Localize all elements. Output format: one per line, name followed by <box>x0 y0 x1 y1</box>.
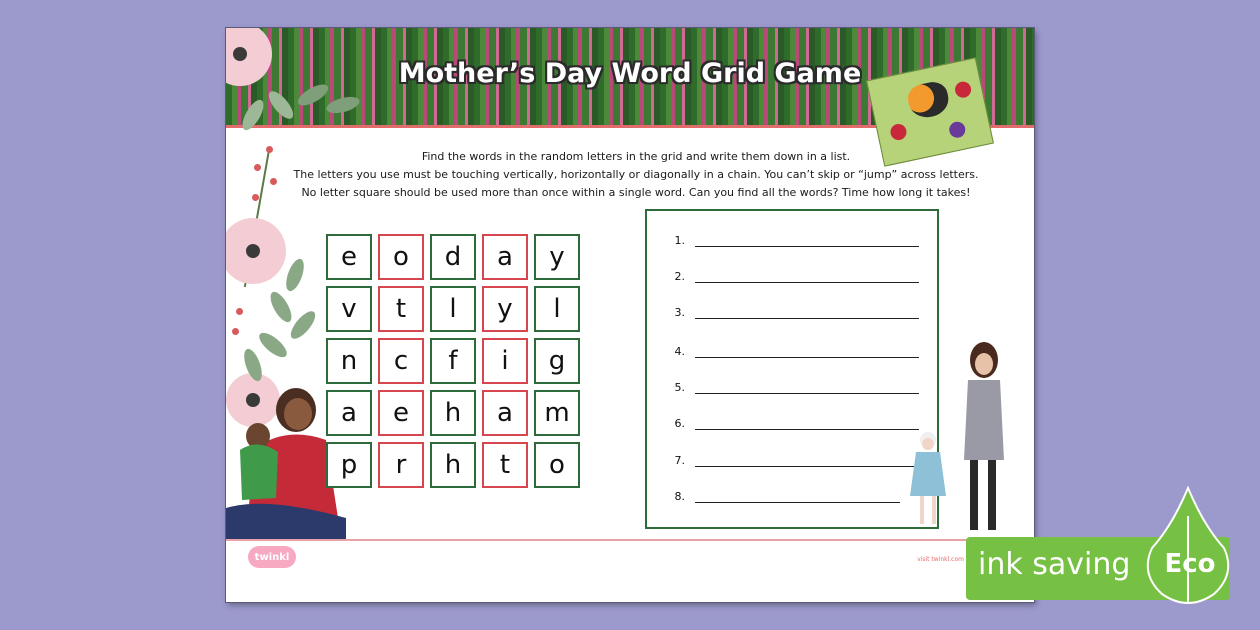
berry-decoration <box>254 164 261 171</box>
answer-number: 8. <box>674 490 685 503</box>
answer-number: 5. <box>674 381 685 394</box>
answer-line[interactable] <box>667 487 919 503</box>
answer-rule[interactable] <box>695 492 900 503</box>
letter-grid <box>326 234 580 488</box>
grid-cell[interactable]: o <box>378 234 424 280</box>
answer-line[interactable] <box>667 267 919 283</box>
footer-divider <box>226 539 1034 541</box>
answer-rule[interactable] <box>695 236 919 247</box>
grid-cell[interactable]: t <box>378 286 424 332</box>
grid-cell[interactable]: h <box>430 442 476 488</box>
grid-cell[interactable]: h <box>430 390 476 436</box>
grid-cell[interactable]: r <box>378 442 424 488</box>
eco-label: Eco <box>1164 549 1216 579</box>
answer-number: 3. <box>674 306 685 319</box>
butterfly-icon <box>905 79 951 121</box>
answer-rule[interactable] <box>695 419 919 430</box>
grid-cell[interactable]: p <box>326 442 372 488</box>
grid-cell[interactable]: e <box>326 234 372 280</box>
grid-cell[interactable]: y <box>482 286 528 332</box>
berry-decoration <box>270 178 277 185</box>
instruction-line: No letter square should be used more than once within a single word. Can you find all the words? Time how long it takes! <box>301 186 971 199</box>
grid-cell[interactable]: n <box>326 338 372 384</box>
eco-leaf-icon <box>1144 486 1232 606</box>
grid-cell[interactable]: e <box>378 390 424 436</box>
grid-cell[interactable]: m <box>534 390 580 436</box>
grid-cell[interactable]: c <box>378 338 424 384</box>
berry-decoration <box>266 146 273 153</box>
pink-flower-decoration <box>226 218 286 284</box>
berry-decoration <box>236 308 243 315</box>
worksheet-title: Mother’s Day Word Grid Game <box>398 58 862 89</box>
mother-and-daughter-illustration <box>890 340 1020 536</box>
leaf-decoration <box>266 289 295 325</box>
answer-rule[interactable] <box>695 456 919 467</box>
grid-cell[interactable]: f <box>430 338 476 384</box>
leaf-decoration <box>255 329 290 362</box>
leaf-decoration <box>283 257 308 294</box>
answer-line[interactable] <box>667 342 919 358</box>
answer-line[interactable] <box>667 378 919 394</box>
grid-cell[interactable]: a <box>482 234 528 280</box>
twinkl-logo: twinkl <box>248 546 296 568</box>
grid-cell[interactable]: a <box>326 390 372 436</box>
grid-cell[interactable]: o <box>534 442 580 488</box>
footer-url: visit twinkl.com <box>917 556 964 563</box>
leaf-decoration <box>287 307 320 342</box>
rose-icon <box>954 80 973 99</box>
instruction-line: Find the words in the random letters in the grid and write them down in a list. <box>421 150 851 163</box>
answer-line[interactable] <box>667 414 919 430</box>
answer-rule[interactable] <box>695 383 919 394</box>
answer-rule[interactable] <box>695 272 919 283</box>
rose-icon <box>889 123 908 142</box>
answer-number: 6. <box>674 417 685 430</box>
answer-line[interactable] <box>667 231 919 247</box>
grid-cell[interactable]: i <box>482 338 528 384</box>
answer-line[interactable] <box>667 303 919 319</box>
grid-cell[interactable]: l <box>430 286 476 332</box>
berry-decoration <box>232 328 239 335</box>
answer-number: 2. <box>674 270 685 283</box>
answer-rule[interactable] <box>695 347 919 358</box>
answer-line[interactable] <box>667 451 919 467</box>
grid-cell[interactable]: d <box>430 234 476 280</box>
answer-number: 4. <box>674 345 685 358</box>
answer-number: 1. <box>674 234 685 247</box>
answer-rule[interactable] <box>695 308 919 319</box>
grid-cell[interactable]: y <box>534 234 580 280</box>
rose-icon <box>948 120 967 139</box>
grid-cell[interactable]: t <box>482 442 528 488</box>
answer-number: 7. <box>674 454 685 467</box>
instructions <box>266 148 1006 202</box>
grid-cell[interactable]: v <box>326 286 372 332</box>
berry-decoration <box>252 194 259 201</box>
grid-cell[interactable]: l <box>534 286 580 332</box>
grid-cell[interactable]: a <box>482 390 528 436</box>
instruction-line: The letters you use must be touching vertically, horizontally or diagonally in a chain. You can’t skip or “jump” across letters. <box>293 168 979 181</box>
grid-cell[interactable]: g <box>534 338 580 384</box>
worksheet-page <box>226 28 1034 602</box>
ink-saving-text: ink saving <box>978 547 1131 582</box>
